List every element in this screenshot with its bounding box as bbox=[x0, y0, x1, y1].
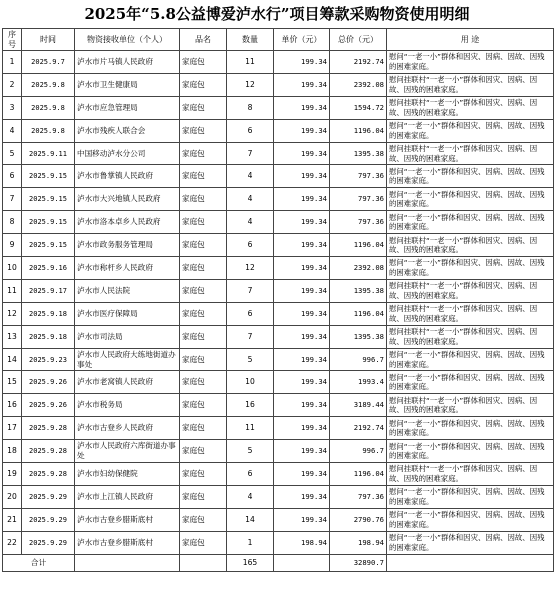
cell-item: 家庭包 bbox=[180, 188, 227, 211]
cell-item: 家庭包 bbox=[180, 531, 227, 554]
cell-use: 慰问挂联村“一老一小”群体和因灾、因病、因故、因残的困难家庭。 bbox=[387, 394, 554, 417]
cell-unit: 泸水市古登乡人民政府 bbox=[75, 417, 180, 440]
cell-price: 199.34 bbox=[274, 165, 330, 188]
cell-index: 20 bbox=[3, 485, 22, 508]
total-price-empty bbox=[274, 554, 330, 571]
cell-total: 1993.4 bbox=[330, 371, 387, 394]
cell-time: 2025.9.28 bbox=[22, 463, 75, 486]
cell-item: 家庭包 bbox=[180, 96, 227, 119]
cell-total: 1395.38 bbox=[330, 142, 387, 165]
table-row bbox=[3, 508, 554, 531]
cell-item: 家庭包 bbox=[180, 348, 227, 371]
cell-total: 1196.04 bbox=[330, 119, 387, 142]
cell-use: 慰问挂联村“一老一小”群体和因灾、因病、因故、因残的困难家庭。 bbox=[387, 142, 554, 165]
cell-index: 14 bbox=[3, 348, 22, 371]
total-row bbox=[3, 554, 554, 571]
cell-use: 慰问“一老一小”群体和因灾、因病、因故、因残的困难家庭。 bbox=[387, 531, 554, 554]
cell-time: 2025.9.11 bbox=[22, 142, 75, 165]
cell-use: 慰问“一老一小”群体和因灾、因病、因故、因残的困难家庭。 bbox=[387, 508, 554, 531]
cell-qty: 6 bbox=[227, 119, 274, 142]
header-index: 序号 bbox=[3, 29, 22, 51]
header-use: 用 途 bbox=[387, 29, 554, 51]
table-row bbox=[3, 211, 554, 234]
cell-item: 家庭包 bbox=[180, 302, 227, 325]
cell-total: 1395.38 bbox=[330, 279, 387, 302]
cell-item: 家庭包 bbox=[180, 279, 227, 302]
cell-total: 996.7 bbox=[330, 348, 387, 371]
total-use-empty bbox=[387, 554, 554, 571]
cell-item: 家庭包 bbox=[180, 417, 227, 440]
cell-unit: 泸水市称杆乡人民政府 bbox=[75, 257, 180, 280]
cell-price: 199.34 bbox=[274, 188, 330, 211]
cell-total: 198.94 bbox=[330, 531, 387, 554]
cell-unit: 泸水市人民政府大练地街道办事处 bbox=[75, 348, 180, 371]
cell-time: 2025.9.29 bbox=[22, 531, 75, 554]
cell-use: 慰问“一老一小”群体和因灾、因病、因故、因残的困难家庭。 bbox=[387, 257, 554, 280]
cell-use: 慰问“一老一小”群体和因灾、因病、因故、因残的困难家庭。 bbox=[387, 211, 554, 234]
table-header-row bbox=[3, 29, 554, 51]
cell-qty: 7 bbox=[227, 142, 274, 165]
table-row bbox=[3, 348, 554, 371]
cell-total: 1594.72 bbox=[330, 96, 387, 119]
cell-index: 11 bbox=[3, 279, 22, 302]
table-row bbox=[3, 394, 554, 417]
cell-index: 9 bbox=[3, 234, 22, 257]
cell-price: 199.34 bbox=[274, 73, 330, 96]
cell-price: 198.94 bbox=[274, 531, 330, 554]
cell-total: 797.36 bbox=[330, 485, 387, 508]
cell-time: 2025.9.28 bbox=[22, 417, 75, 440]
cell-total: 2192.74 bbox=[330, 417, 387, 440]
cell-time: 2025.9.26 bbox=[22, 371, 75, 394]
cell-total: 2790.76 bbox=[330, 508, 387, 531]
cell-unit: 泸水市残疾人联合会 bbox=[75, 119, 180, 142]
table-row bbox=[3, 440, 554, 463]
cell-price: 199.34 bbox=[274, 302, 330, 325]
cell-time: 2025.9.23 bbox=[22, 348, 75, 371]
table-row bbox=[3, 119, 554, 142]
cell-unit: 泸水市老窝镇人民政府 bbox=[75, 371, 180, 394]
cell-price: 199.34 bbox=[274, 394, 330, 417]
total-item-empty bbox=[180, 554, 227, 571]
cell-item: 家庭包 bbox=[180, 440, 227, 463]
cell-qty: 4 bbox=[227, 188, 274, 211]
cell-qty: 4 bbox=[227, 165, 274, 188]
table-body bbox=[3, 51, 554, 555]
cell-total: 2392.08 bbox=[330, 73, 387, 96]
cell-price: 199.34 bbox=[274, 417, 330, 440]
cell-time: 2025.9.15 bbox=[22, 188, 75, 211]
table-row bbox=[3, 417, 554, 440]
cell-qty: 12 bbox=[227, 73, 274, 96]
cell-item: 家庭包 bbox=[180, 211, 227, 234]
table-row bbox=[3, 96, 554, 119]
header-price: 单价（元） bbox=[274, 29, 330, 51]
cell-time: 2025.9.15 bbox=[22, 234, 75, 257]
table-row bbox=[3, 73, 554, 96]
table-row bbox=[3, 279, 554, 302]
cell-time: 2025.9.29 bbox=[22, 508, 75, 531]
document-title: 2025年“5.8公益博爱泸水行”项目筹款采购物资使用明细 bbox=[84, 5, 470, 23]
cell-index: 10 bbox=[3, 257, 22, 280]
cell-unit: 泸水市妇幼保健院 bbox=[75, 463, 180, 486]
header-item: 品名 bbox=[180, 29, 227, 51]
cell-use: 慰问“一老一小”群体和因灾、因病、因故、因残的困难家庭。 bbox=[387, 51, 554, 74]
table-row bbox=[3, 257, 554, 280]
cell-qty: 6 bbox=[227, 234, 274, 257]
cell-item: 家庭包 bbox=[180, 508, 227, 531]
cell-total: 1196.04 bbox=[330, 463, 387, 486]
cell-price: 199.34 bbox=[274, 325, 330, 348]
cell-total: 1196.04 bbox=[330, 302, 387, 325]
cell-index: 22 bbox=[3, 531, 22, 554]
cell-qty: 5 bbox=[227, 440, 274, 463]
cell-index: 8 bbox=[3, 211, 22, 234]
cell-item: 家庭包 bbox=[180, 142, 227, 165]
table-row bbox=[3, 51, 554, 74]
cell-index: 3 bbox=[3, 96, 22, 119]
cell-qty: 7 bbox=[227, 325, 274, 348]
table-row bbox=[3, 485, 554, 508]
cell-item: 家庭包 bbox=[180, 463, 227, 486]
cell-qty: 1 bbox=[227, 531, 274, 554]
total-unit-empty bbox=[75, 554, 180, 571]
cell-time: 2025.9.8 bbox=[22, 119, 75, 142]
cell-unit: 泸水市古登乡腊斯底村 bbox=[75, 508, 180, 531]
cell-qty: 12 bbox=[227, 257, 274, 280]
cell-price: 199.34 bbox=[274, 234, 330, 257]
cell-index: 21 bbox=[3, 508, 22, 531]
cell-price: 199.34 bbox=[274, 485, 330, 508]
cell-time: 2025.9.26 bbox=[22, 394, 75, 417]
table-row bbox=[3, 371, 554, 394]
cell-index: 16 bbox=[3, 394, 22, 417]
cell-price: 199.34 bbox=[274, 348, 330, 371]
cell-price: 199.34 bbox=[274, 119, 330, 142]
cell-index: 15 bbox=[3, 371, 22, 394]
cell-item: 家庭包 bbox=[180, 73, 227, 96]
cell-time: 2025.9.8 bbox=[22, 96, 75, 119]
cell-use: 慰问“一老一小”群体和因灾、因病、因故、因残的困难家庭。 bbox=[387, 417, 554, 440]
cell-time: 2025.9.7 bbox=[22, 51, 75, 74]
header-unit: 物资接收单位（个人） bbox=[75, 29, 180, 51]
cell-use: 慰问挂联村“一老一小”群体和因灾、因病、因故、因残的困难家庭。 bbox=[387, 279, 554, 302]
cell-index: 12 bbox=[3, 302, 22, 325]
total-qty: 165 bbox=[227, 554, 274, 571]
cell-unit: 泸水市税务局 bbox=[75, 394, 180, 417]
cell-item: 家庭包 bbox=[180, 119, 227, 142]
cell-qty: 8 bbox=[227, 96, 274, 119]
cell-total: 797.36 bbox=[330, 165, 387, 188]
cell-item: 家庭包 bbox=[180, 257, 227, 280]
cell-price: 199.34 bbox=[274, 279, 330, 302]
cell-total: 797.36 bbox=[330, 188, 387, 211]
cell-qty: 11 bbox=[227, 51, 274, 74]
cell-time: 2025.9.17 bbox=[22, 279, 75, 302]
cell-item: 家庭包 bbox=[180, 165, 227, 188]
cell-unit: 泸水市医疗保障局 bbox=[75, 302, 180, 325]
header-qty: 数量 bbox=[227, 29, 274, 51]
cell-qty: 7 bbox=[227, 279, 274, 302]
cell-item: 家庭包 bbox=[180, 51, 227, 74]
cell-item: 家庭包 bbox=[180, 394, 227, 417]
cell-index: 18 bbox=[3, 440, 22, 463]
cell-use: 慰问“一老一小”群体和因灾、因病、因故、因残的困难家庭。 bbox=[387, 371, 554, 394]
cell-qty: 6 bbox=[227, 463, 274, 486]
cell-total: 996.7 bbox=[330, 440, 387, 463]
total-label: 合计 bbox=[3, 554, 75, 571]
cell-qty: 4 bbox=[227, 211, 274, 234]
cell-index: 7 bbox=[3, 188, 22, 211]
cell-price: 199.34 bbox=[274, 142, 330, 165]
cell-total: 1196.04 bbox=[330, 234, 387, 257]
cell-unit: 泸水市人民政府六库街道办事处 bbox=[75, 440, 180, 463]
cell-unit: 泸水市上江镇人民政府 bbox=[75, 485, 180, 508]
cell-total: 1395.38 bbox=[330, 325, 387, 348]
cell-time: 2025.9.16 bbox=[22, 257, 75, 280]
cell-index: 5 bbox=[3, 142, 22, 165]
cell-item: 家庭包 bbox=[180, 371, 227, 394]
cell-use: 慰问“一老一小”群体和因灾、因病、因故、因残的困难家庭。 bbox=[387, 165, 554, 188]
cell-use: 慰问挂联村“一老一小”群体和因灾、因病、因故、因残的困难家庭。 bbox=[387, 234, 554, 257]
cell-use: 慰问“一老一小”群体和因灾、因病、因故、因残的困难家庭。 bbox=[387, 440, 554, 463]
cell-item: 家庭包 bbox=[180, 325, 227, 348]
cell-time: 2025.9.29 bbox=[22, 485, 75, 508]
cell-total: 2192.74 bbox=[330, 51, 387, 74]
usage-table bbox=[2, 28, 554, 572]
cell-price: 199.34 bbox=[274, 463, 330, 486]
cell-price: 199.34 bbox=[274, 51, 330, 74]
cell-qty: 16 bbox=[227, 394, 274, 417]
cell-price: 199.34 bbox=[274, 211, 330, 234]
cell-use: 慰问挂联村“一老一小”群体和因灾、因病、因故、因残的困难家庭。 bbox=[387, 463, 554, 486]
cell-price: 199.34 bbox=[274, 96, 330, 119]
cell-use: 慰问“一老一小”群体和因灾、因病、因故、因残的困难家庭。 bbox=[387, 348, 554, 371]
cell-price: 199.34 bbox=[274, 508, 330, 531]
cell-index: 13 bbox=[3, 325, 22, 348]
cell-price: 199.34 bbox=[274, 440, 330, 463]
cell-qty: 4 bbox=[227, 485, 274, 508]
cell-total: 797.36 bbox=[330, 211, 387, 234]
cell-item: 家庭包 bbox=[180, 234, 227, 257]
cell-unit: 泸水市洛本卓乡人民政府 bbox=[75, 211, 180, 234]
cell-unit: 泸水市政务服务管理局 bbox=[75, 234, 180, 257]
table-row bbox=[3, 142, 554, 165]
cell-time: 2025.9.18 bbox=[22, 325, 75, 348]
cell-use: 慰问“一老一小”群体和因灾、因病、因故、因残的困难家庭。 bbox=[387, 485, 554, 508]
table-row bbox=[3, 165, 554, 188]
cell-unit: 泸水市应急管理局 bbox=[75, 96, 180, 119]
cell-price: 199.34 bbox=[274, 371, 330, 394]
cell-use: 慰问挂联村“一老一小”群体和因灾、因病、因故、因残的困难家庭。 bbox=[387, 325, 554, 348]
cell-time: 2025.9.15 bbox=[22, 211, 75, 234]
cell-qty: 5 bbox=[227, 348, 274, 371]
cell-unit: 泸水市大兴地镇人民政府 bbox=[75, 188, 180, 211]
table-row bbox=[3, 531, 554, 554]
cell-use: 慰问“一老一小”群体和因灾、因病、因故、因残的困难家庭。 bbox=[387, 188, 554, 211]
cell-index: 4 bbox=[3, 119, 22, 142]
cell-use: 慰问挂联村“一老一小”群体和因灾、因病、因故、因残的困难家庭。 bbox=[387, 73, 554, 96]
cell-time: 2025.9.28 bbox=[22, 440, 75, 463]
cell-use: 慰问挂联村“一老一小”群体和因灾、因病、因故、因残的困难家庭。 bbox=[387, 302, 554, 325]
cell-index: 2 bbox=[3, 73, 22, 96]
cell-index: 19 bbox=[3, 463, 22, 486]
cell-total: 3189.44 bbox=[330, 394, 387, 417]
cell-index: 6 bbox=[3, 165, 22, 188]
cell-unit: 中国移动泸水分公司 bbox=[75, 142, 180, 165]
cell-unit: 泸水市卫生健康局 bbox=[75, 73, 180, 96]
cell-price: 199.34 bbox=[274, 257, 330, 280]
cell-use: 慰问挂联村“一老一小”群体和因灾、因病、因故、因残的困难家庭。 bbox=[387, 96, 554, 119]
cell-unit: 泸水市人民法院 bbox=[75, 279, 180, 302]
cell-time: 2025.9.8 bbox=[22, 73, 75, 96]
cell-index: 1 bbox=[3, 51, 22, 74]
total-amount: 32890.7 bbox=[330, 554, 387, 571]
cell-unit: 泸水市鲁掌镇人民政府 bbox=[75, 165, 180, 188]
cell-qty: 14 bbox=[227, 508, 274, 531]
table-row bbox=[3, 302, 554, 325]
cell-qty: 10 bbox=[227, 371, 274, 394]
cell-index: 17 bbox=[3, 417, 22, 440]
cell-qty: 6 bbox=[227, 302, 274, 325]
table-row bbox=[3, 188, 554, 211]
cell-use: 慰问“一老一小”群体和因灾、因病、因故、因残的困难家庭。 bbox=[387, 119, 554, 142]
cell-time: 2025.9.18 bbox=[22, 302, 75, 325]
cell-total: 2392.08 bbox=[330, 257, 387, 280]
cell-unit: 泸水市司法局 bbox=[75, 325, 180, 348]
cell-unit: 泸水市古登乡腊斯底村 bbox=[75, 531, 180, 554]
cell-item: 家庭包 bbox=[180, 485, 227, 508]
cell-time: 2025.9.15 bbox=[22, 165, 75, 188]
cell-unit: 泸水市片马镇人民政府 bbox=[75, 51, 180, 74]
cell-qty: 11 bbox=[227, 417, 274, 440]
table-row bbox=[3, 234, 554, 257]
header-time: 时间 bbox=[22, 29, 75, 51]
table-row bbox=[3, 463, 554, 486]
header-total: 总价（元） bbox=[330, 29, 387, 51]
table-row bbox=[3, 325, 554, 348]
